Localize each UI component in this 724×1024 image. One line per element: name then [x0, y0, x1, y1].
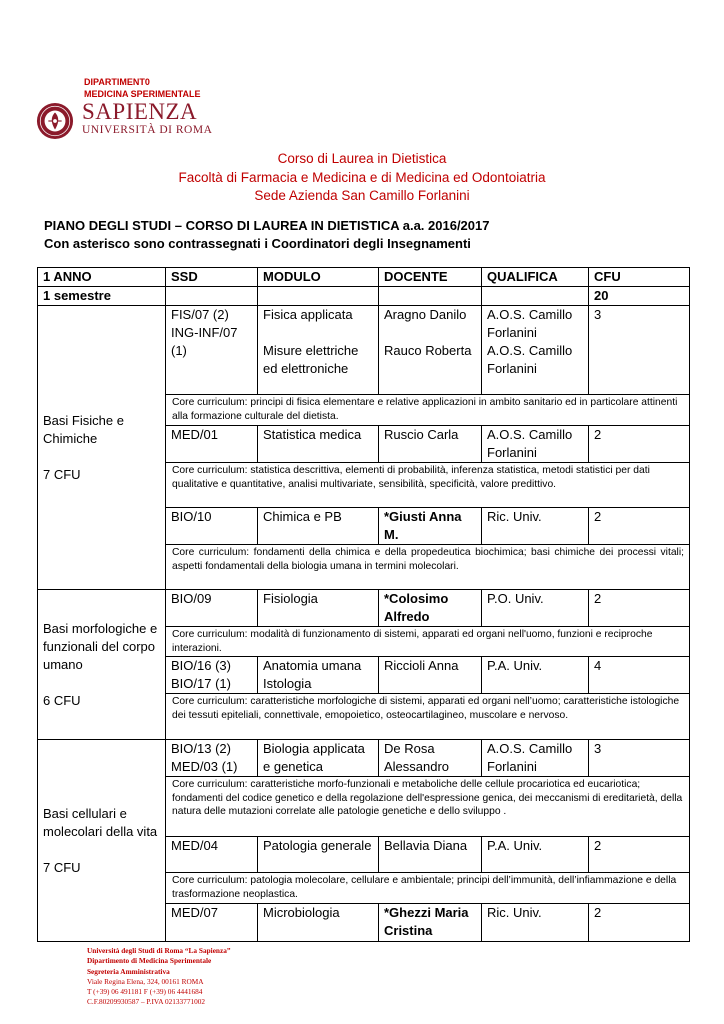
docente-cell: Aragno Danilo Rauco Roberta [379, 306, 482, 395]
core-curriculum: Core curriculum: caratteristiche morfologiche di sistemi, apparati ed organi nell’uomo; caratteristiche istologiche dei tessuti epiteliali, connettivale, emopoietico, osteocartilagineo, muscolare e nervoso. [166, 694, 690, 740]
header-anno: 1 ANNO [38, 268, 166, 287]
logo-wordmark: SAPIENZA [82, 99, 198, 124]
header-modulo: MODULO [258, 268, 379, 287]
footer-line-5: T (+39) 06 491181 F (+39) 06 4441684 [87, 987, 203, 997]
modulo-cell: Fisiologia [258, 590, 379, 627]
qualifica-cell: P.A. Univ. [482, 837, 589, 873]
table-row [38, 740, 690, 777]
ssd-cell: FIS/07 (2) ING-INF/07 (1) [166, 306, 258, 395]
study-plan-table [37, 267, 690, 942]
area-cell [38, 590, 166, 740]
cfu-cell: 3 [589, 306, 690, 395]
area-name: Basi morfologiche e funzionali del corpo umano [43, 620, 158, 672]
course-line-3: Sede Azienda San Camillo Forlanini [254, 188, 470, 203]
plan-heading [44, 217, 489, 253]
docente-cell: *Colosimo Alfredo [379, 590, 482, 627]
modulo-cell: Fisica applicata Misure elettriche ed elettroniche [258, 306, 379, 395]
qualifica-cell: A.O.S. Camillo Forlanini [482, 740, 589, 777]
footer-line-6: C.F.80209930587 – P.IVA 02133771002 [87, 997, 206, 1007]
ssd-cell: MED/01 [166, 426, 258, 463]
cfu-cell: 2 [589, 508, 690, 545]
docente-cell: *Giusti Anna M. [379, 508, 482, 545]
core-curriculum: Core curriculum: modalità di funzionamento di sistemi, apparati ed organi nell'uomo, funzioni e reciproche interazioni. [166, 627, 690, 657]
modulo-cell: Statistica medica [258, 426, 379, 463]
sapienza-seal-icon [36, 102, 74, 140]
cfu-cell: 3 [589, 740, 690, 777]
cfu-cell: 2 [589, 837, 690, 873]
docente-cell: Ruscio Carla [379, 426, 482, 463]
ssd-cell: BIO/10 [166, 508, 258, 545]
ssd-cell: BIO/09 [166, 590, 258, 627]
docente-cell: Riccioli Anna [379, 657, 482, 694]
cfu-cell: 2 [589, 426, 690, 463]
qualifica-cell: A.O.S. Camillo Forlanini A.O.S. Camillo Forlanini [482, 306, 589, 395]
plan-subtitle: Con asterisco sono contrassegnati i Coordinatori degli Insegnamenti [44, 236, 471, 251]
semester-label: 1 semestre [38, 287, 166, 306]
docente-cell: *Ghezzi Maria Cristina [379, 904, 482, 942]
logo-subtitle: UNIVERSITÀ DI ROMA [82, 124, 213, 136]
table-header-row [38, 268, 690, 287]
plan-title: PIANO DEGLI STUDI – CORSO DI LAUREA IN DIETISTICA a.a. 2016/2017 [44, 218, 490, 233]
course-line-2: Facoltà di Farmacia e Medicina e di Medicina ed Odontoiatria [178, 169, 546, 185]
qualifica-cell: P.A. Univ. [482, 657, 589, 694]
qualifica-cell: Ric. Univ. [482, 904, 589, 942]
footer-line-2: Dipartimento di Medicina Sperimentale [87, 956, 212, 966]
cfu-cell: 4 [589, 657, 690, 694]
header-cfu: CFU [589, 268, 690, 287]
ssd-cell: BIO/13 (2) MED/03 (1) [166, 740, 258, 777]
area-cell [38, 740, 166, 942]
table-row [38, 590, 690, 627]
semester-cfu: 20 [589, 287, 690, 306]
docente-cell: Bellavia Diana [379, 837, 482, 873]
core-curriculum: Core curriculum: fondamenti della chimica e della propedeutica biochimica; basi chimiche dei processi vitali; aspetti fondamentali della biologia umana in termini molecolari. [166, 545, 690, 590]
footer-address [87, 946, 231, 1008]
department-line-1: DIPARTIMENT0 [84, 77, 150, 87]
footer-line-1: Università degli Studi di Roma “La Sapienza” [87, 946, 231, 955]
area-cfu: 7 CFU [43, 466, 81, 482]
modulo-cell: Patologia generale [258, 837, 379, 873]
sapienza-logo [36, 99, 213, 140]
core-curriculum: Core curriculum: statistica descrittiva, elementi di probabilità, inferenza statistica, metodi statistici per dati qualitative e quantitative, analisi multivariate, sensibilità, specificità, valore predittivo. [166, 463, 690, 508]
area-cfu: 6 CFU [43, 692, 81, 708]
core-curriculum: Core curriculum: patologia molecolare, cellulare e ambientale; principi dell’immunità, dell’infiammazione e della trasformazione neoplastica. [166, 873, 690, 904]
footer-line-4: Viale Regina Elena, 324, 00161 ROMA [87, 976, 204, 986]
area-cell [38, 306, 166, 590]
area-name: Basi cellulari e molecolari della vita [43, 805, 158, 839]
table-row [38, 306, 690, 395]
modulo-cell: Biologia applicata e genetica [258, 740, 379, 777]
course-heading [0, 150, 724, 206]
core-curriculum: Core curriculum: caratteristiche morfo-funzionali e metaboliche delle cellule procariotica ed eucariotica; fondamenti del codice genetico e della regolazione dell'espressione genica, dei meccanismi di ereditarietà, della natura delle mutazioni correlate alle patologie genetiche e dello sviluppo . [166, 777, 690, 837]
header-qualifica: QUALIFICA [482, 268, 589, 287]
modulo-cell: Anatomia umana Istologia [258, 657, 379, 694]
course-line-1: Corso di Laurea in Dietistica [277, 151, 447, 166]
area-name: Basi Fisiche e Chimiche [43, 412, 124, 446]
cfu-cell: 2 [589, 590, 690, 627]
qualifica-cell: A.O.S. Camillo Forlanini [482, 426, 589, 463]
modulo-cell: Chimica e PB [258, 508, 379, 545]
semester-row [38, 287, 690, 306]
footer-line-3: Segreteria Amministrativa [87, 966, 170, 976]
header-ssd: SSD [166, 268, 258, 287]
department-line-2: MEDICINA SPERIMENTALE [84, 89, 201, 99]
department-header [84, 76, 201, 100]
qualifica-cell: Ric. Univ. [482, 508, 589, 545]
cfu-cell: 2 [589, 904, 690, 942]
header-docente: DOCENTE [379, 268, 482, 287]
ssd-cell: MED/07 [166, 904, 258, 942]
ssd-cell: MED/04 [166, 837, 258, 873]
core-curriculum: Core curriculum: principi di fisica elementare e relative applicazioni in ambito sanitario ed in particolare attinenti alla formazione culturale del dietista. [166, 395, 690, 426]
modulo-cell: Microbiologia [258, 904, 379, 942]
ssd-cell: BIO/16 (3) BIO/17 (1) [166, 657, 258, 694]
docente-cell: De Rosa Alessandro [379, 740, 482, 777]
area-cfu: 7 CFU [43, 859, 81, 875]
qualifica-cell: P.O. Univ. [482, 590, 589, 627]
